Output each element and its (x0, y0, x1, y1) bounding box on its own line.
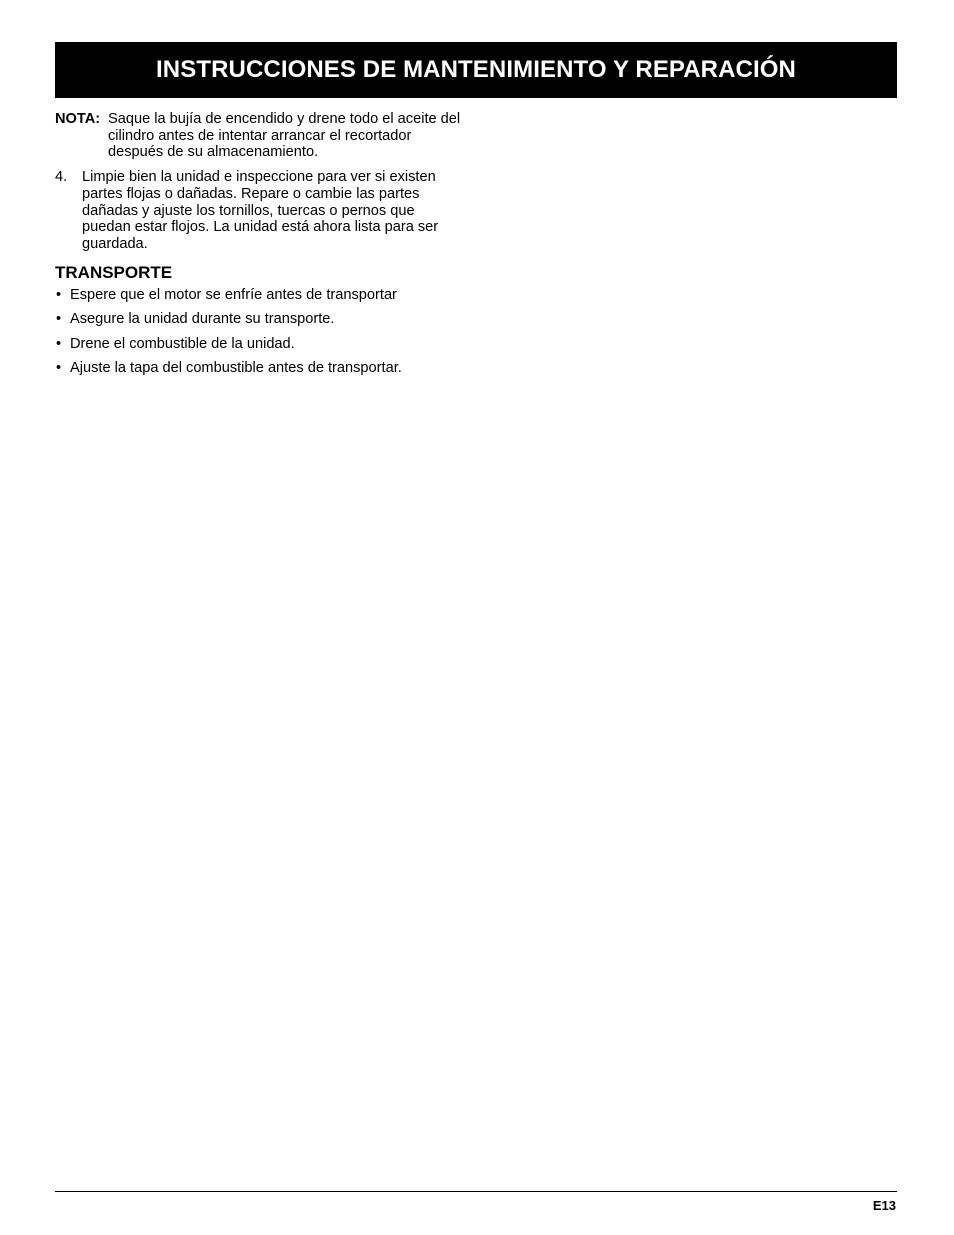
list-item-text: Ajuste la tapa del combustible antes de transportar. (70, 360, 402, 377)
step-number: 4. (55, 169, 68, 186)
content-column (55, 111, 465, 385)
section-title: INSTRUCCIONES DE MANTENIMIENTO Y REPARACIÓN (156, 56, 796, 83)
note-block (55, 111, 465, 161)
bullet-icon: • (56, 311, 62, 328)
list-item-text: Espere que el motor se enfríe antes de transportar (70, 286, 397, 303)
bullet-icon: • (56, 286, 62, 303)
bullet-icon: • (56, 335, 62, 352)
list-item (55, 287, 465, 304)
note-label: NOTA: (55, 111, 101, 127)
step-text: Limpie bien la unidad e inspeccione para ver si existen partes flojas o dañadas. Repare o cambie las partes dañadas y ajuste los tornillos, tuercas o pernos que puedan estar flojos. La unidad está ahora lista para ser guardada. (82, 169, 439, 252)
step-item (55, 169, 465, 253)
list-item (55, 360, 465, 377)
page-number: E13 (872, 1198, 896, 1213)
list-item-text: Asegure la unidad durante su transporte. (70, 311, 335, 328)
list-item-text: Drene el combustible de la unidad. (70, 335, 295, 352)
list-item (55, 336, 465, 353)
transport-heading: TRANSPORTE (55, 262, 173, 282)
section-header-bar (55, 42, 897, 98)
note-text: Saque la bujía de encendido y drene todo el aceite del cilindro antes de intentar arrancar el recortador después de su almacenamiento. (108, 111, 461, 161)
bullet-icon: • (56, 360, 62, 377)
footer-divider (55, 1191, 897, 1192)
transport-list (55, 287, 465, 377)
list-item (55, 311, 465, 328)
